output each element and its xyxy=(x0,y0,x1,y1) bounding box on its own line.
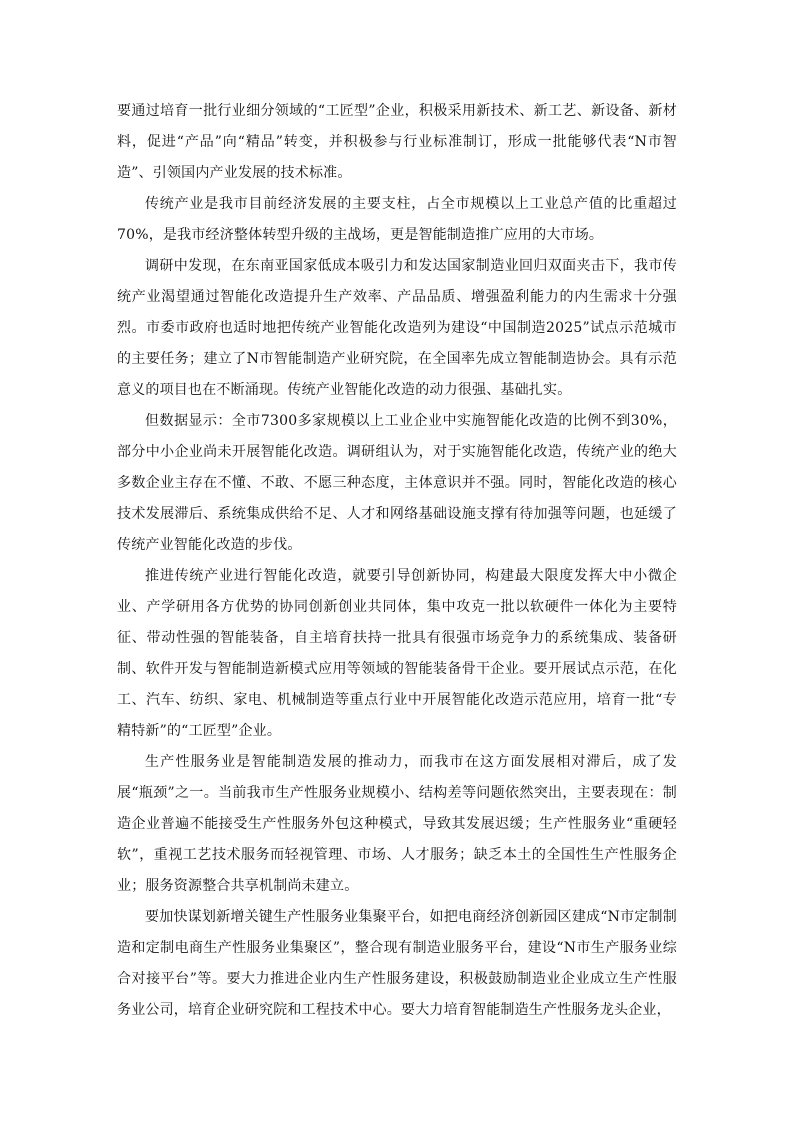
paragraph-1: 要通过培育一批行业细分领域的“工匠型”企业，积极采用新技术、新工艺、新设备、新材料，促进“产品”向“精品”转变，并积极参与行业标准制订，形成一批能够代表“N市智造”、引领国内产业发展的技术标准。 xyxy=(117,103,677,181)
paragraph-2: 传统产业是我市目前经济发展的主要支柱，占全市规模以上工业总产值的比重超过70%，是我市经济整体转型升级的主战场，更是智能制造推广应用的大市场。 xyxy=(117,196,677,243)
paragraph-6: 生产性服务业是智能制造发展的推动力，而我市在这方面发展相对滞后，成了发展“瓶颈”之一。当前我市生产性服务业规模小、结构差等问题依然突出，主要表现在：制造企业普遍不能接受生产性服务外包这种模式，导致其发展迟缓；生产性服务业“重硬轻软”，重视工艺技术服务而轻视管理、市场、人才服务；缺乏本土的全国性生产性服务企业；服务资源整合共享机制尚未建立。 xyxy=(117,754,677,894)
paragraph-5: 推进传统产业进行智能化改造，就要引导创新协同，构建最大限度发挥大中小微企业、产学研用各方优势的协同创新创业共同体，集中攻克一批以软硬件一体化为主要特征、带动性强的智能装备，自主培育扶持一批具有很强市场竞争力的系统集成、装备研制、软件开发与智能制造新模式应用等领域的智能装备骨干企业。要开展试点示范，在化工、汽车、纺织、家电、机械制造等重点行业中开展智能化改造示范应用，培育一批“专精特新”的“工匠型”企业。 xyxy=(117,568,677,739)
document-body xyxy=(117,96,677,1026)
paragraph-4: 但数据显示：全市7300多家规模以上工业企业中实施智能化改造的比例不到30%，部分中小企业尚未开展智能化改造。调研组认为，对于实施智能化改造，传统产业的绝大多数企业主存在不懂、不敢、不愿三种态度，主体意识并不强。同时，智能化改造的核心技术发展滞后、系统集成供给不足、人才和网络基础设施支撑有待加强等问题，也延缓了传统产业智能化改造的步伐。 xyxy=(117,413,677,553)
paragraph-3: 调研中发现，在东南亚国家低成本吸引力和发达国家制造业回归双面夹击下，我市传统产业渴望通过智能化改造提升生产效率、产品品质、增强盈利能力的内生需求十分强烈。市委市政府也适时地把传统产业智能化改造列为建设“中国制造2025”试点示范城市的主要任务；建立了N市智能制造产业研究院，在全国率先成立智能制造协会。具有示范意义的项目也在不断涌现。传统产业智能化改造的动力很强、基础扎实。 xyxy=(117,258,677,398)
paragraph-7: 要加快谋划新增关键生产性服务业集聚平台，如把电商经济创新园区建成“N市定制制造和定制电商生产性服务业集聚区”，整合现有制造业服务平台，建设“N市生产服务业综合对接平台”等。要大力推进企业内生产性服务建设，积极鼓励制造业企业成立生产性服务业公司，培育企业研究院和工程技术中心。要大力培育智能制造生产性服务龙头企业， xyxy=(117,909,677,1018)
